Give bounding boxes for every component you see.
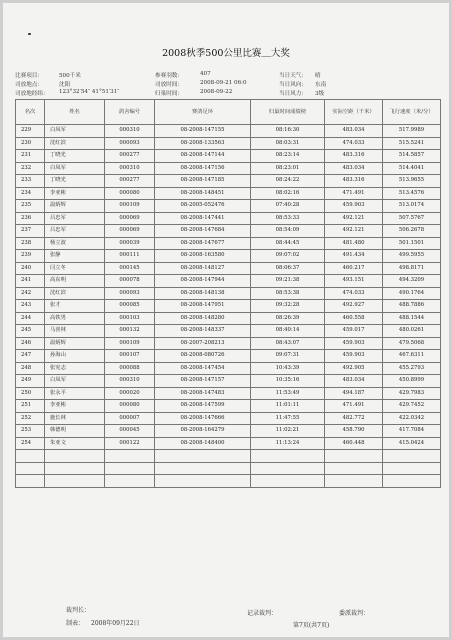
cell-return-time: 09:32:28 <box>251 300 325 313</box>
cell-loft-no: 000078 <box>105 275 155 288</box>
ink-speck <box>28 33 31 35</box>
cell-rank: 237 <box>16 225 45 238</box>
table-row <box>16 312 441 325</box>
empty-cell <box>251 462 325 475</box>
table-row <box>16 337 441 350</box>
cell-return-time: 08:26:39 <box>251 312 325 325</box>
empty-cell <box>383 450 441 463</box>
table-row <box>16 400 441 413</box>
header-name: 姓名 <box>45 100 105 125</box>
cell-return-time: 11:01:11 <box>251 400 325 413</box>
header-speed: 飞行速度（米/分） <box>383 100 441 125</box>
cell-name: 杨立波 <box>45 237 105 250</box>
cell-loft-no: 000122 <box>105 437 155 450</box>
cell-rank: 247 <box>16 350 45 363</box>
cell-name: 白凤军 <box>45 125 105 138</box>
empty-cell <box>45 450 105 463</box>
cell-name: 高铁男 <box>45 312 105 325</box>
empty-cell <box>105 450 155 463</box>
cell-ring: 08-2008-148337 <box>155 325 251 338</box>
cell-return-time: 08:43:07 <box>251 337 325 350</box>
cell-distance: 483.034 <box>325 162 383 175</box>
cell-distance: 492.121 <box>325 225 383 238</box>
empty-cell <box>45 462 105 475</box>
wind-direction-label: 当日风向： <box>279 82 307 88</box>
cell-rank: 233 <box>16 175 45 188</box>
cell-rank: 251 <box>16 400 45 413</box>
cell-rank: 229 <box>16 125 45 138</box>
cell-return-time: 10:35:16 <box>251 375 325 388</box>
cell-name: 沈红滨 <box>45 137 105 150</box>
cell-speed: 450.8999 <box>383 375 441 388</box>
cell-return-time: 08:53:33 <box>251 212 325 225</box>
table-row <box>16 137 441 150</box>
cell-name: 朱亚文 <box>45 437 105 450</box>
empty-cell <box>383 462 441 475</box>
table-row <box>16 387 441 400</box>
empty-cell <box>105 475 155 488</box>
cell-rank: 245 <box>16 325 45 338</box>
cell-return-time: 08:23:14 <box>251 150 325 163</box>
cell-distance: 458.790 <box>325 425 383 438</box>
empty-cell <box>105 462 155 475</box>
cell-ring: 08-2008-147951 <box>155 300 251 313</box>
cell-distance: 482.772 <box>325 412 383 425</box>
cell-ring: 08-2008-147441 <box>155 212 251 225</box>
cell-ring: 08-2008-164279 <box>155 425 251 438</box>
cell-return-time: 08:40:14 <box>251 325 325 338</box>
cell-name: 白凤军 <box>45 162 105 175</box>
cell-distance: 474.033 <box>325 287 383 300</box>
cell-loft-no: 000109 <box>105 337 155 350</box>
cell-rank: 249 <box>16 375 45 388</box>
empty-cell <box>155 450 251 463</box>
cell-ring: 08-2008-148280 <box>155 312 251 325</box>
cell-speed: 501.1501 <box>383 237 441 250</box>
table-row <box>16 200 441 213</box>
cell-name: 李亚彬 <box>45 187 105 200</box>
cell-loft-no: 000277 <box>105 150 155 163</box>
recorder-label: 记录裁判： <box>247 610 278 617</box>
cell-rank: 242 <box>16 287 45 300</box>
cell-name: 张才 <box>45 300 105 313</box>
cell-name: 温炳辉 <box>45 337 105 350</box>
cell-loft-no: 000277 <box>105 175 155 188</box>
cell-return-time: 08:53:38 <box>251 287 325 300</box>
empty-cell <box>325 475 383 488</box>
cell-loft-no: 000109 <box>105 200 155 213</box>
empty-row <box>16 475 441 488</box>
table-row <box>16 237 441 250</box>
participants-value: 407 <box>200 71 211 77</box>
wind-force-value: 3级 <box>315 91 325 97</box>
cell-name: 闫立冬 <box>45 262 105 275</box>
cell-loft-no: 000020 <box>105 387 155 400</box>
table-row <box>16 250 441 263</box>
cell-loft-no: 000145 <box>105 262 155 275</box>
cell-distance: 493.151 <box>325 275 383 288</box>
cell-loft-no: 000132 <box>105 325 155 338</box>
cell-name: 温炳辉 <box>45 200 105 213</box>
cell-speed: 467.6311 <box>383 350 441 363</box>
results-sheet <box>3 3 449 637</box>
table-row <box>16 375 441 388</box>
cell-distance: 471.491 <box>325 187 383 200</box>
table-row <box>16 262 441 275</box>
empty-cell <box>251 475 325 488</box>
table-row <box>16 350 441 363</box>
cell-distance: 483.316 <box>325 175 383 188</box>
cell-rank: 240 <box>16 262 45 275</box>
cell-rank: 230 <box>16 137 45 150</box>
table-row <box>16 225 441 238</box>
cell-rank: 253 <box>16 425 45 438</box>
cell-name: 吕忠军 <box>45 212 105 225</box>
table-row <box>16 425 441 438</box>
cell-distance: 492.927 <box>325 300 383 313</box>
cell-return-time: 11:13:24 <box>251 437 325 450</box>
cell-loft-no: 000039 <box>105 237 155 250</box>
table-row <box>16 362 441 375</box>
cell-return-time: 09:07:31 <box>251 350 325 363</box>
cell-distance: 492.121 <box>325 212 383 225</box>
cell-name: 韩德明 <box>45 425 105 438</box>
cell-distance: 483.034 <box>325 375 383 388</box>
empty-cell <box>155 462 251 475</box>
cell-distance: 459.903 <box>325 350 383 363</box>
cell-rank: 250 <box>16 387 45 400</box>
cell-distance: 460.558 <box>325 312 383 325</box>
cell-loft-no: 000310 <box>105 125 155 138</box>
cell-ring: 08-2008-147454 <box>155 362 251 375</box>
coordinates-value: 123°32′54″ 41°51′31″ <box>59 89 120 95</box>
maker-label: 制表： <box>66 620 85 627</box>
cell-speed: 488.1544 <box>383 312 441 325</box>
cell-ring: 08-2008-147155 <box>155 125 251 138</box>
table-row <box>16 437 441 450</box>
cell-distance: 474.033 <box>325 137 383 150</box>
cell-ring: 08-2008-147144 <box>155 150 251 163</box>
cell-speed: 455.2793 <box>383 362 441 375</box>
return-time-label: 归巢时间： <box>155 91 183 97</box>
cell-speed: 490.1764 <box>383 287 441 300</box>
cell-loft-no: 000069 <box>105 212 155 225</box>
cell-speed: 480.0261 <box>383 325 441 338</box>
cell-speed: 488.7886 <box>383 300 441 313</box>
cell-return-time: 10:43:39 <box>251 362 325 375</box>
cell-distance: 481.480 <box>325 237 383 250</box>
cell-speed: 513.9655 <box>383 175 441 188</box>
cell-name: 马喜林 <box>45 325 105 338</box>
cell-speed: 499.5955 <box>383 250 441 263</box>
cell-ring: 08-2008-080726 <box>155 350 251 363</box>
cell-loft-no: 000310 <box>105 162 155 175</box>
cell-speed: 479.5068 <box>383 337 441 350</box>
project-label: 比赛项目： <box>15 73 43 79</box>
cell-speed: 513.0174 <box>383 200 441 213</box>
table-body <box>16 125 441 488</box>
table-header-row <box>16 100 441 125</box>
cell-ring: 08-2008-147157 <box>155 375 251 388</box>
table-row <box>16 412 441 425</box>
participants-label: 参赛羽数： <box>155 73 183 79</box>
cell-distance: 483.034 <box>325 125 383 138</box>
empty-cell <box>45 475 105 488</box>
header-return-time: 归巢时间成绩榜 <box>251 100 325 125</box>
empty-cell <box>155 475 251 488</box>
cell-loft-no: 000045 <box>105 425 155 438</box>
cell-return-time: 08:06:37 <box>251 262 325 275</box>
cell-loft-no: 000093 <box>105 137 155 150</box>
cell-ring: 08-2008-147666 <box>155 412 251 425</box>
cell-rank: 235 <box>16 200 45 213</box>
table-row <box>16 300 441 313</box>
cell-ring: 08-2008-163580 <box>155 250 251 263</box>
cell-ring: 08-2008-133563 <box>155 137 251 150</box>
location-label: 司放地点： <box>15 82 43 88</box>
cell-distance: 494.187 <box>325 387 383 400</box>
cell-ring: 08-2008-147156 <box>155 162 251 175</box>
empty-cell <box>383 475 441 488</box>
cell-rank: 248 <box>16 362 45 375</box>
empty-cell <box>16 475 45 488</box>
cell-name: 张宪志 <box>45 362 105 375</box>
cell-speed: 415.0424 <box>383 437 441 450</box>
cell-speed: 494.3209 <box>383 275 441 288</box>
cell-ring: 08-2008-148400 <box>155 437 251 450</box>
cell-name: 孙海山 <box>45 350 105 363</box>
cell-distance: 492.905 <box>325 362 383 375</box>
cell-ring: 08-2008-148138 <box>155 287 251 300</box>
cell-distance: 459.903 <box>325 200 383 213</box>
cell-name: 丁晓光 <box>45 150 105 163</box>
cell-ring: 08-2008-147944 <box>155 275 251 288</box>
cell-rank: 244 <box>16 312 45 325</box>
cell-return-time: 09:21:38 <box>251 275 325 288</box>
cell-ring: 08-2008-148127 <box>155 262 251 275</box>
cell-speed: 506.2678 <box>383 225 441 238</box>
cell-loft-no: 000310 <box>105 375 155 388</box>
cell-speed: 513.4576 <box>383 187 441 200</box>
cell-loft-no: 000007 <box>105 412 155 425</box>
cell-rank: 238 <box>16 237 45 250</box>
table-row <box>16 187 441 200</box>
location-value: 沈阳 <box>59 82 71 88</box>
page-title: 2008秋季500公里比赛＿大奖 <box>162 48 290 59</box>
cell-ring: 08-2008-147483 <box>155 387 251 400</box>
header-distance: 实际空距（千米） <box>325 100 383 125</box>
table-row <box>16 325 441 338</box>
table-row <box>16 125 441 138</box>
empty-cell <box>325 450 383 463</box>
cell-speed: 515.5241 <box>383 137 441 150</box>
cell-rank: 232 <box>16 162 45 175</box>
cell-loft-no: 000080 <box>105 187 155 200</box>
cell-rank: 241 <box>16 275 45 288</box>
table-row <box>16 275 441 288</box>
cell-loft-no: 000085 <box>105 300 155 313</box>
cell-loft-no: 000111 <box>105 250 155 263</box>
cell-name: 张静 <box>45 250 105 263</box>
weather-value: 晴 <box>315 73 321 79</box>
wind-direction-value: 东南 <box>315 82 327 88</box>
cell-return-time: 09:07:02 <box>251 250 325 263</box>
cell-speed: 429.7983 <box>383 387 441 400</box>
made-date: 2008年09月22日 <box>91 620 140 627</box>
cell-speed: 507.5767 <box>383 212 441 225</box>
cell-return-time: 08:44:45 <box>251 237 325 250</box>
cell-name: 白凤军 <box>45 375 105 388</box>
cell-loft-no: 000093 <box>105 287 155 300</box>
wind-force-label: 当日风力： <box>279 91 307 97</box>
arbitrator-label: 委派裁判： <box>339 610 370 617</box>
table-row <box>16 162 441 175</box>
empty-row <box>16 450 441 463</box>
cell-rank: 231 <box>16 150 45 163</box>
cell-speed: 514.5857 <box>383 150 441 163</box>
cell-distance: 459.017 <box>325 325 383 338</box>
header-loft-no: 鸽舍编号 <box>105 100 155 125</box>
header-rank: 名次 <box>16 100 45 125</box>
cell-rank: 239 <box>16 250 45 263</box>
empty-cell <box>16 462 45 475</box>
release-time-label: 司放时间： <box>155 82 183 88</box>
cell-name: 施长林 <box>45 412 105 425</box>
cell-loft-no: 000103 <box>105 312 155 325</box>
cell-distance: 471.491 <box>325 400 383 413</box>
cell-name: 张永平 <box>45 387 105 400</box>
release-time-value: 2008-09-21 06:0 <box>200 80 247 86</box>
cell-rank: 254 <box>16 437 45 450</box>
cell-name: 高东明 <box>45 275 105 288</box>
cell-ring: 08-2008-147677 <box>155 237 251 250</box>
cell-rank: 236 <box>16 212 45 225</box>
cell-ring: 08-2007-208213 <box>155 337 251 350</box>
cell-loft-no: 000069 <box>105 225 155 238</box>
table-row <box>16 150 441 163</box>
page-number: 第7页(共7页) <box>293 622 330 629</box>
cell-return-time: 08:54:09 <box>251 225 325 238</box>
cell-loft-no: 000088 <box>105 362 155 375</box>
table-row <box>16 175 441 188</box>
cell-return-time: 08:02:16 <box>251 187 325 200</box>
cell-ring: 08-2008-147185 <box>155 175 251 188</box>
cell-rank: 243 <box>16 300 45 313</box>
cell-rank: 246 <box>16 337 45 350</box>
cell-ring: 08-2008-148451 <box>155 187 251 200</box>
empty-cell <box>325 462 383 475</box>
empty-cell <box>16 450 45 463</box>
cell-return-time: 07:40:28 <box>251 200 325 213</box>
return-time-value: 2008-09-22 <box>200 89 233 95</box>
cell-rank: 252 <box>16 412 45 425</box>
cell-ring: 08-2008-147599 <box>155 400 251 413</box>
cell-speed: 514.4041 <box>383 162 441 175</box>
empty-cell <box>251 450 325 463</box>
cell-speed: 422.0342 <box>383 412 441 425</box>
cell-distance: 460.448 <box>325 437 383 450</box>
chief-referee-label: 裁判长： <box>66 607 91 614</box>
empty-row <box>16 462 441 475</box>
cell-ring: 08-2005-052476 <box>155 200 251 213</box>
cell-speed: 498.8171 <box>383 262 441 275</box>
cell-distance: 483.316 <box>325 150 383 163</box>
cell-return-time: 08:16:30 <box>251 125 325 138</box>
cell-return-time: 11:47:55 <box>251 412 325 425</box>
cell-return-time: 08:03:31 <box>251 137 325 150</box>
table-row <box>16 212 441 225</box>
table-row <box>16 287 441 300</box>
cell-name: 李亚彬 <box>45 400 105 413</box>
header-ring: 赛鸽足环 <box>155 100 251 125</box>
weather-label: 当日天气： <box>279 73 307 79</box>
results-table <box>15 99 441 488</box>
cell-distance: 460.217 <box>325 262 383 275</box>
cell-loft-no: 000080 <box>105 400 155 413</box>
cell-return-time: 11:02:21 <box>251 425 325 438</box>
cell-rank: 234 <box>16 187 45 200</box>
cell-return-time: 08:23:01 <box>251 162 325 175</box>
cell-speed: 417.7084 <box>383 425 441 438</box>
cell-distance: 491.434 <box>325 250 383 263</box>
cell-name: 吕忠军 <box>45 225 105 238</box>
cell-speed: 429.7452 <box>383 400 441 413</box>
cell-ring: 08-2008-147684 <box>155 225 251 238</box>
cell-return-time: 08:24:22 <box>251 175 325 188</box>
cell-speed: 517.9989 <box>383 125 441 138</box>
cell-return-time: 11:53:49 <box>251 387 325 400</box>
coordinates-label: 司放地经纬： <box>15 91 49 97</box>
cell-name: 沈红滨 <box>45 287 105 300</box>
project-value: 500千米 <box>59 73 81 79</box>
cell-name: 丁晓光 <box>45 175 105 188</box>
cell-loft-no: 000107 <box>105 350 155 363</box>
cell-distance: 459.903 <box>325 337 383 350</box>
